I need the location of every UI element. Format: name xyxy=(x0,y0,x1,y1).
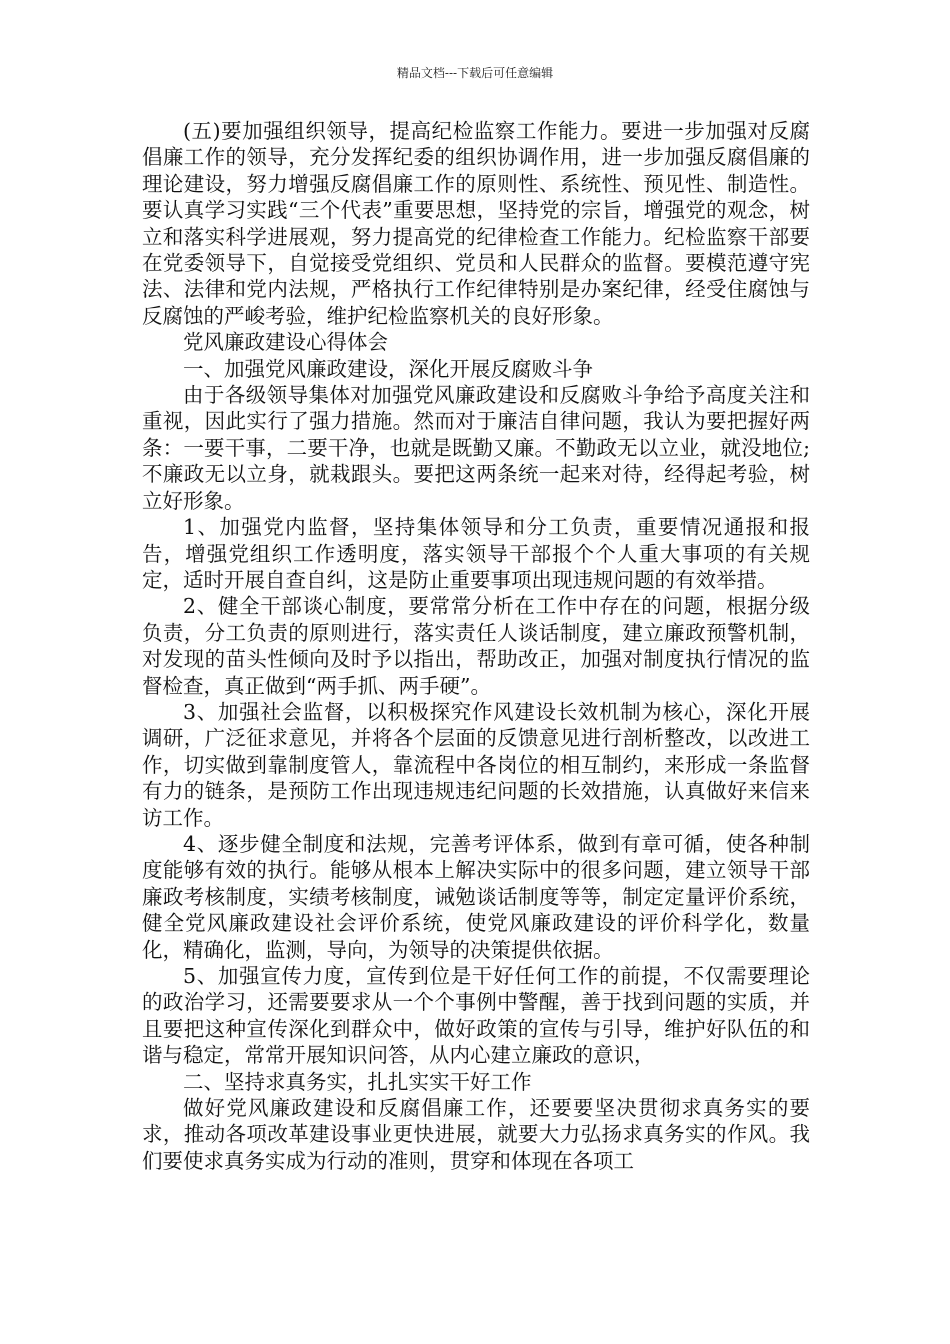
heading-part-1: 一、加强党风廉政建设，深化开展反腐败斗争 xyxy=(183,356,593,381)
paragraph-item-3: 3、加强社会监督，以积极探究作风建设长效机制为核心，深化开展调研，广泛征求意见，并将各个层面的反馈意见进行剖析整改，以改进工作，切实做到靠制度管人，靠流程中各岗位的相互制约，来形成一条监督有力的链条，是预防工作出现违规违纪问题的长效措施，认真做好来信来访工作。 xyxy=(142,699,810,830)
heading-part-2: 二、坚持求真务实，扎扎实实干好工作 xyxy=(183,1069,532,1094)
paragraph-item-2: 2、健全干部谈心制度，要常常分析在工作中存在的问题，根据分级负责，分工负责的原则进行，落实责任人谈话制度，建立廉政预警机制，对发现的苗头性倾向及时予以指出，帮助改正，加强对制度执行情况的监督检查，真正做到“两手抓、两手硬”。 xyxy=(142,594,810,698)
paragraph-section-5: (五)要加强组织领导，提高纪检监察工作能力。要进一步加强对反腐倡廉工作的领导，充分发挥纪委的组织协调作用，进一步加强反腐倡廉的理论建设，努力增强反腐倡廉工作的原则性、系统性、预见性、制造性。要认真学习实践“三个代表”重要思想，坚持党的宗旨，增强党的观念，树立和落实科学进展观，努力提高党的纪律检查工作能力。纪检监察干部要在党委领导下，自觉接受党组织、党员和人民群众的监督。要模范遵守宪法、法律和党内法规，严格执行工作纪律特别是办案纪律，经受住腐蚀与反腐蚀的严峻考验，维护纪检监察机关的良好形象。 xyxy=(142,119,810,328)
article-title: 党风廉政建设心得体会 xyxy=(183,330,388,355)
paragraph-item-1: 1、加强党内监督，坚持集体领导和分工负责，重要情况通报和报告，增强党组织工作透明度，落实领导干部报个个人重大事项的有关规定，适时开展自查自纠，这是防止重要事项出现违规问题的有效举措。 xyxy=(142,515,810,592)
paragraph-item-5: 5、加强宣传力度，宣传到位是干好任何工作的前提，不仅需要理论的政治学习，还需要要求从一个个事例中警醒，善于找到问题的实质，并且要把这种宣传深化到群众中，做好政策的宣传与引导，维护好队伍的和谐与稳定，常常开展知识问答，从内心建立廉政的意识， xyxy=(142,964,810,1068)
paragraph-part-2: 做好党风廉政建设和反腐倡廉工作，还要要坚决贯彻求真务实的要求，推动各项改革建设事业更快进展，就要大力弘扬求真务实的作风。我们要使求真务实成为行动的准则，贯穿和体现在各项工 xyxy=(142,1096,810,1173)
paragraph-intro: 由于各级领导集体对加强党风廉政建设和反腐败斗争给予高度关注和重视，因此实行了强力措施。然而对于廉洁自律问题，我认为要把握好两条：一要干事，二要干净，也就是既勤又廉。不勤政无以立业，就没地位;不廉政无以立身，就栽跟头。要把这两条统一起来对待，经得起考验，树立好形象。 xyxy=(142,383,810,513)
page-header: 精品文档---下载后可任意编辑 xyxy=(396,66,554,80)
document-body xyxy=(142,118,810,1174)
paragraph-item-4: 4、逐步健全制度和法规，完善考评体系，做到有章可循，使各种制度能够有效的执行。能够从根本上解决实际中的很多问题，建立领导干部廉政考核制度，实绩考核制度，诫勉谈话制度等等，制定定量评价系统，健全党风廉政建设社会评价系统，使党风廉政建设的评价科学化，数量化，精确化，监测，导向，为领导的决策提供依据。 xyxy=(142,831,810,962)
